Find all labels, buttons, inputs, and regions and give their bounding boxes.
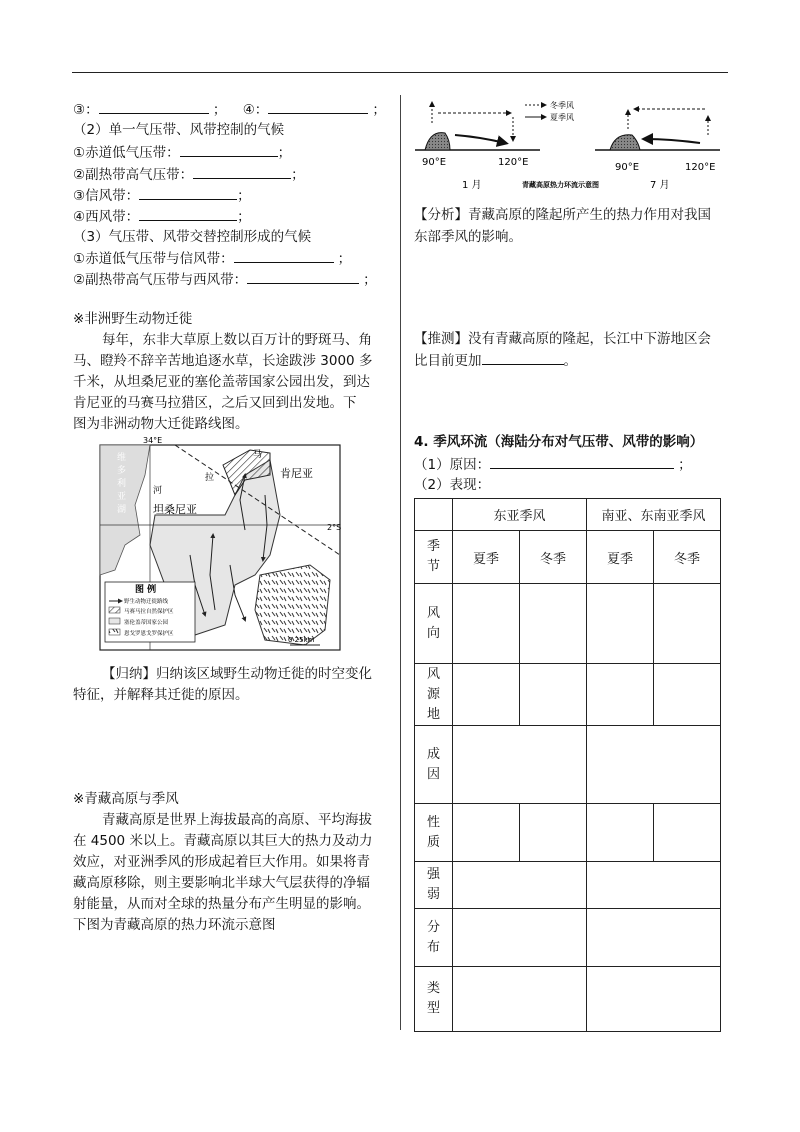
table-cell: [415, 499, 453, 531]
africa-paragraph-line: 千米，从坦桑尼亚的塞伦盖蒂国家公园出发，到达: [73, 374, 370, 390]
row-header-season: 季 节: [415, 531, 453, 584]
semicolon: ；: [337, 251, 352, 267]
answer-cell[interactable]: [453, 967, 587, 1032]
row-header-type: 类 型: [415, 967, 453, 1032]
semicolon: ；: [277, 145, 292, 161]
table-row: [415, 804, 721, 862]
jan-label: 1 月: [462, 180, 482, 191]
legend-winter-label: 冬季风: [550, 101, 574, 110]
lat-label: 2°S: [327, 523, 342, 532]
jul-arrow-surface: [645, 139, 700, 143]
semicolon: ；: [237, 209, 251, 225]
mara-river-label: 拉: [205, 473, 215, 483]
answer-cell[interactable]: [587, 862, 721, 909]
jan-plateau: [425, 133, 450, 150]
tanzania-label: 坦桑尼亚: [153, 503, 197, 516]
legend-mara-symbol: [109, 607, 120, 613]
jul-left-lon: 90°E: [615, 162, 640, 173]
answer-cell[interactable]: [453, 664, 520, 726]
answer-cell[interactable]: [453, 804, 520, 862]
label: ④西风带：: [73, 209, 140, 225]
table-row: [415, 909, 721, 967]
guina-line: 【归纳】归纳该区域野生动物迁徙的时空变化: [102, 666, 372, 682]
guina-line: 特征，并解释其迁徙的原因。: [73, 687, 249, 703]
answer-blank[interactable]: [193, 164, 291, 179]
jul-plateau: [610, 135, 640, 150]
tibet-paragraph-line: 效应，对亚洲季风的形成起着巨大作用。如果将青: [73, 854, 370, 870]
period: 。: [563, 353, 577, 369]
answer-blank[interactable]: [247, 269, 359, 284]
tibet-paragraph-line: 青藏高原是世界上海拔最高的高原、平均海拔: [102, 812, 372, 828]
lake-char: 亚: [117, 492, 127, 502]
row-header-distribution: 分 布: [415, 909, 453, 967]
label: ①赤道低气压带与信风带：: [73, 251, 234, 267]
label: ②副热带高气压带：: [73, 167, 194, 183]
answer-blank[interactable]: [268, 99, 368, 114]
answer-cell[interactable]: [654, 664, 721, 726]
legend-summer-label: 夏季风: [550, 113, 574, 122]
legend-item: 塞伦盖蒂国家公园: [124, 620, 169, 626]
lake-char: 湖: [117, 505, 127, 515]
tibet-paragraph-line: 在 4500 米以上。青藏高原以其巨大的热力及动力: [73, 833, 373, 849]
tuice-line: 【推测】没有青藏高原的隆起，长江中下游地区会: [414, 331, 711, 347]
migration-map: [95, 435, 345, 655]
africa-paragraph-line: 肯尼亚的马赛马拉猎区，之后又回到出发地。下: [73, 395, 357, 411]
reason-label: （1）原因：: [414, 457, 491, 473]
label: ②副热带高气压带与西风带：: [73, 272, 248, 288]
table-row: [415, 584, 721, 664]
label: ③信风带：: [73, 188, 140, 204]
answer-blank[interactable]: [180, 142, 278, 157]
jul-right-lon: 120°E: [685, 162, 716, 173]
summer-header: 夏季: [587, 531, 654, 584]
africa-title: ※非洲野生动物迁徙: [73, 311, 193, 327]
subheading-single-belt: （2）单一气压带、风带控制的气候: [73, 122, 285, 138]
jul-label: 7 月: [650, 180, 670, 191]
answer-cell[interactable]: [453, 726, 587, 804]
jan-arrow-surface: [455, 135, 505, 143]
lake-char: 多: [117, 466, 127, 476]
scale-label: 0 25km: [288, 636, 315, 644]
table-row: [415, 499, 721, 531]
semicolon: ；: [678, 457, 692, 473]
answer-blank[interactable]: [234, 248, 334, 263]
lake-char: 维: [117, 453, 127, 463]
fenxi-line: 东部季风的影响。: [414, 229, 522, 245]
river-label: 河: [153, 486, 163, 496]
item-4-label: ④：: [242, 102, 269, 118]
answer-blank[interactable]: [482, 350, 564, 365]
answer-cell[interactable]: [520, 664, 587, 726]
answer-cell[interactable]: [587, 584, 654, 664]
legend-serengeti-symbol: [109, 618, 120, 624]
summer-header: 夏季: [453, 531, 520, 584]
answer-cell[interactable]: [587, 804, 654, 862]
diagram-caption: 青藏高原热力环流示意图: [522, 181, 599, 189]
equatorial-trade-line: [73, 248, 351, 269]
answer-cell[interactable]: [587, 909, 721, 967]
subtropical-high-line: [73, 164, 305, 185]
answer-cell[interactable]: [587, 726, 721, 804]
lon-label: 34°E: [143, 436, 163, 445]
subtropical-westerly-line: [73, 269, 377, 290]
answer-cell[interactable]: [453, 909, 587, 967]
semicolon: ；: [212, 102, 227, 118]
item-3-label: ③：: [73, 102, 99, 118]
legend-title: 图 例: [135, 585, 157, 595]
answer-blank[interactable]: [139, 185, 237, 200]
header-rule: [72, 72, 728, 73]
semicolon: ；: [372, 102, 386, 118]
lake-char: 利: [117, 479, 127, 489]
ngorongoro-area: [255, 565, 330, 645]
monsoon-table: [414, 498, 721, 1032]
row-header-wind-source: 风 源 地: [415, 664, 453, 726]
winter-header: 冬季: [520, 531, 587, 584]
row-header-cause: 成 因: [415, 726, 453, 804]
legend-item: 恩戈罗恩戈罗保护区: [124, 631, 174, 637]
label: ①赤道低气压带：: [73, 145, 180, 161]
row-header-nature: 性 质: [415, 804, 453, 862]
south-asia-header: 南亚、东南亚季风: [587, 499, 721, 531]
answer-cell[interactable]: [654, 804, 721, 862]
answer-blank[interactable]: [99, 99, 209, 114]
kenya-label: 肯尼亚: [280, 467, 313, 480]
east-asia-header: 东亚季风: [453, 499, 587, 531]
answer-cell[interactable]: [520, 804, 587, 862]
answer-cell[interactable]: [453, 862, 587, 909]
tuice-text: 比目前更加: [414, 353, 482, 369]
fenxi-line: 【分析】青藏高原的隆起所产生的热力作用对我国: [414, 207, 711, 223]
table-row: [415, 726, 721, 804]
performance-label: （2）表现：: [414, 477, 491, 493]
subheading-alternating: （3）气压带、风带交替控制形成的气候: [73, 229, 312, 245]
legend-item: 野生动物迁徙路线: [124, 599, 169, 605]
winter-header: 冬季: [654, 531, 721, 584]
column-divider: [400, 95, 401, 1030]
table-row: [415, 967, 721, 1032]
semicolon: ；: [363, 272, 377, 288]
jan-left-lon: 90°E: [422, 157, 447, 168]
answer-cell[interactable]: [587, 664, 654, 726]
jan-right-lon: 120°E: [498, 157, 529, 168]
answer-cell[interactable]: [587, 967, 721, 1032]
table-row: [415, 862, 721, 909]
africa-paragraph-line: 马、瞪羚不辞辛苦地追逐水草，长途跋涉 3000 多: [73, 353, 373, 369]
tibet-title: ※青藏高原与季风: [73, 791, 179, 807]
row-header-wind-direction: 风 向: [415, 584, 453, 664]
tibet-paragraph-line: 藏高原移除，则主要影响北半球大气层获得的净辐: [73, 875, 370, 891]
africa-paragraph-line: 每年，东非大草原上数以百万计的野斑马、角: [102, 332, 372, 348]
answer-cell[interactable]: [654, 584, 721, 664]
answer-blank[interactable]: [490, 454, 674, 469]
answer-blank[interactable]: [139, 206, 237, 221]
equatorial-low-line: [73, 142, 291, 163]
answer-cell[interactable]: [453, 584, 520, 664]
semicolon: ；: [291, 167, 305, 183]
semicolon: ；: [237, 188, 251, 204]
tibet-circulation-diagram: [410, 95, 730, 195]
reason-line: [414, 454, 692, 475]
tibet-paragraph-line: 下图为青藏高原的热力环流示意图: [73, 917, 276, 933]
westerlies-line: [73, 206, 251, 227]
answer-cell[interactable]: [520, 584, 587, 664]
row-header-strength: 强 弱: [415, 862, 453, 909]
trade-wind-line: [73, 185, 251, 206]
tibet-paragraph-line: 射能量，从而对全球的热量分布产生明显的影响。: [73, 896, 370, 912]
africa-paragraph-line: 图为非洲动物大迁徙路线图。: [73, 416, 249, 432]
tuice-line-2: [414, 350, 577, 371]
section-4-heading: 4. 季风环流（海陆分布对气压带、风带的影响）: [414, 434, 704, 450]
table-row: [415, 664, 721, 726]
climate-line-3-4: [73, 99, 386, 120]
mara-label: 马: [253, 450, 263, 460]
table-row: [415, 531, 721, 584]
legend-ngorongoro-symbol: [109, 629, 120, 635]
legend-item: 马赛马拉自然保护区: [124, 609, 174, 615]
